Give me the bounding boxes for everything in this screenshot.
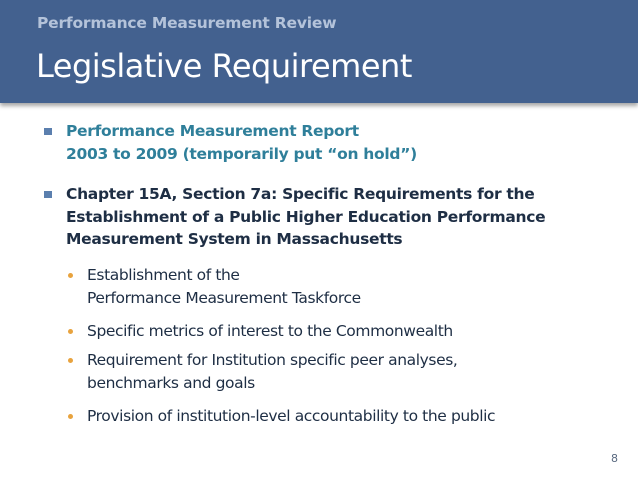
slide-supertitle: Performance Measurement Review	[37, 14, 337, 32]
bullet-line: Performance Measurement Report	[66, 122, 359, 140]
bullet-line: 2003 to 2009 (temporarily put “on hold”)	[66, 144, 417, 163]
subitem-line: Performance Measurement Taskforce	[87, 288, 361, 307]
dot-bullet-icon	[68, 329, 73, 334]
dot-bullet-icon	[68, 273, 73, 278]
subitem-line: Specific metrics of interest to the Commonwealth	[87, 322, 453, 340]
page-number: 8	[611, 452, 618, 465]
dot-bullet-icon	[68, 358, 73, 363]
subitem-taskforce	[87, 264, 361, 309]
subitem-accountability	[87, 405, 495, 428]
subitem-line: benchmarks and goals	[87, 373, 255, 392]
bullet-performance-report	[66, 120, 417, 165]
slide-title: Legislative Requirement	[36, 47, 412, 85]
subitem-peer-analyses	[87, 349, 457, 394]
slide-header	[0, 0, 638, 103]
dot-bullet-icon	[68, 414, 73, 419]
bullet-line: Measurement System in Massachusetts	[66, 230, 403, 248]
square-bullet-icon	[44, 128, 52, 135]
subitem-metrics	[87, 320, 453, 343]
bullet-chapter-15a	[66, 183, 545, 251]
subitem-line: Establishment of the	[87, 266, 240, 284]
subitem-line: Requirement for Institution specific peer analyses,	[87, 351, 458, 369]
bullet-line: Establishment of a Public Higher Education Performance	[66, 207, 546, 226]
square-bullet-icon	[44, 191, 52, 198]
subitem-line: Provision of institution-level accountability to the public	[87, 407, 496, 425]
bullet-line: Chapter 15A, Section 7a: Specific Requirements for the	[66, 185, 535, 203]
